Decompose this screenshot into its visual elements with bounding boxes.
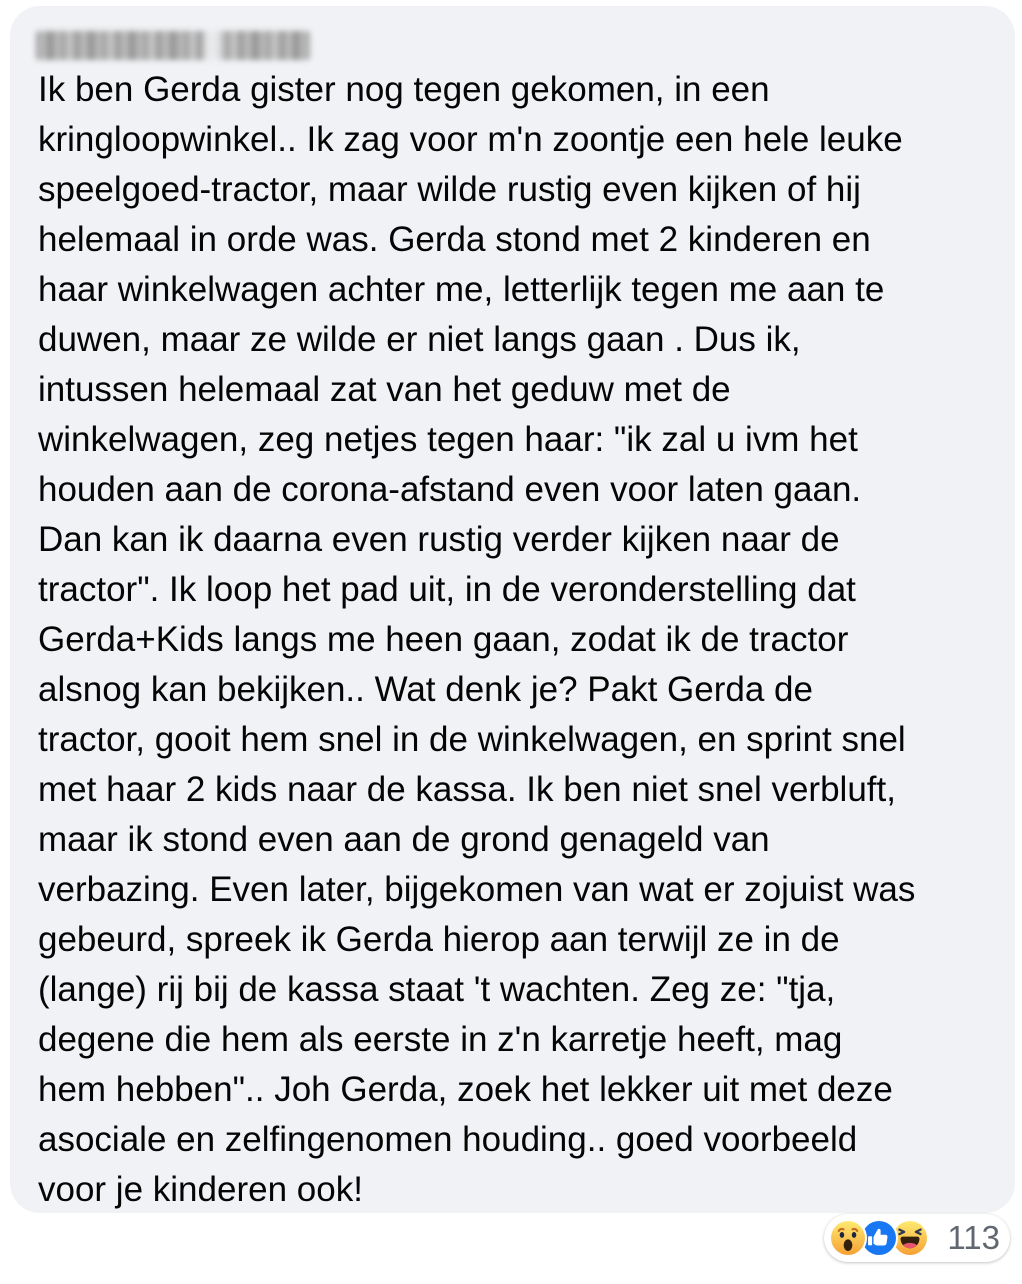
- comment-text-line: intussen helemaal zat van het geduw met de: [38, 370, 731, 409]
- comment-text-line: maar ik stond even aan de grond genageld van: [38, 820, 770, 859]
- comment-text-line: voor je kinderen ook!: [38, 1170, 363, 1209]
- reaction-count: 113: [947, 1219, 1000, 1256]
- comment-text-line: speelgoed-tractor, maar wilde rustig even kijken of hij: [38, 170, 861, 209]
- comment-text-line: gebeurd, spreek ik Gerda hierop aan terwijl ze in de: [38, 920, 840, 959]
- comment-text-line: tractor, gooit hem snel in de winkelwagen, en sprint snel: [38, 720, 906, 759]
- comment-text-line: Gerda+Kids langs me heen gaan, zodat ik de tractor: [38, 620, 849, 659]
- comment-text-line: haar winkelwagen achter me, letterlijk tegen me aan te: [38, 270, 885, 309]
- comment-text-line: asociale en zelfingenomen houding.. goed voorbeeld: [38, 1120, 858, 1159]
- comment-text-line: Ik ben Gerda gister nog tegen gekomen, in een: [38, 70, 770, 109]
- reactions-pill[interactable]: [824, 1214, 1010, 1262]
- comment-text-line: houden aan de corona-afstand even voor laten gaan.: [38, 470, 862, 509]
- comment-text-line: winkelwagen, zeg netjes tegen haar: "ik zal u ivm het: [38, 420, 858, 459]
- comment-text-line: alsnog kan bekijken.. Wat denk je? Pakt Gerda de: [38, 670, 813, 709]
- comment-text-line: Dan kan ik daarna even rustig verder kijken naar de: [38, 520, 840, 559]
- wow-reaction-icon: [829, 1219, 867, 1257]
- comment-text-line: met haar 2 kids naar de kassa. Ik ben niet snel verbluft,: [38, 770, 896, 809]
- comment-text: [38, 65, 998, 1215]
- comment-text-line: (lange) rij bij de kassa staat 't wachten. Zeg ze: "tja,: [38, 970, 836, 1009]
- comment-text-line: tractor". Ik loop het pad uit, in de veronderstelling dat: [38, 570, 856, 609]
- author-name-blurred[interactable]: [36, 31, 310, 60]
- comment-text-line: verbazing. Even later, bijgekomen van wat er zojuist was: [38, 870, 916, 909]
- comment-bubble: [10, 6, 1015, 1213]
- comment-text-line: hem hebben".. Joh Gerda, zoek het lekker uit met deze: [38, 1070, 893, 1109]
- comment-text-line: duwen, maar ze wilde er niet langs gaan . Dus ik,: [38, 320, 801, 359]
- comment-text-line: helemaal in orde was. Gerda stond met 2 kinderen en: [38, 220, 871, 259]
- comment-text-line: kringloopwinkel.. Ik zag voor m'n zoontje een hele leuke: [38, 120, 903, 159]
- comment-text-line: degene die hem als eerste in z'n karretje heeft, mag: [38, 1020, 843, 1059]
